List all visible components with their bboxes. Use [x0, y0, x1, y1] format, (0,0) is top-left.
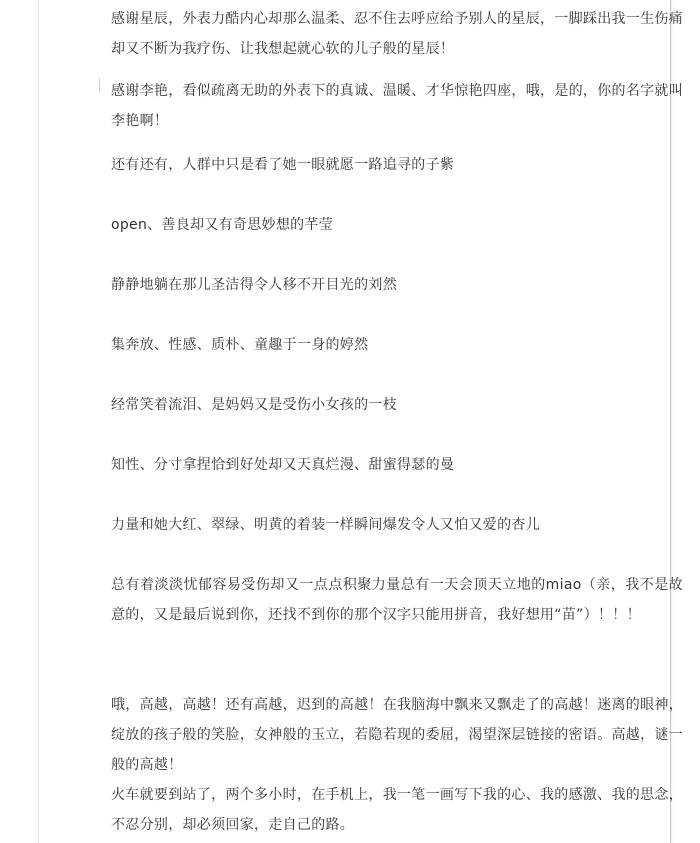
paragraph-yizhi: 经常笑着流泪、是妈妈又是受伤小女孩的一枝 — [111, 397, 397, 413]
paragraph-zizi: 还有还有，人群中只是看了她一眼就愿一路追寻的子紫 — [111, 157, 455, 173]
paragraph-xingchen: 感谢星辰，外表力酷内心却那么温柔、忍不住去呼应给予别人的星辰，一脚踩出我一生伤痛却又不断为我疗伤、让我想起就心软的儿子般的星辰！ — [111, 11, 683, 57]
paragraph-liuran: 静静地躺在那儿圣洁得令人移不开目光的刘然 — [111, 277, 397, 293]
paragraph-xinger: 力量和她大红、翠绿、明黄的着装一样瞬间爆发令人又怕又爱的杏儿 — [111, 517, 540, 533]
document-page — [38, 0, 683, 843]
paragraph-man: 知性、分寸拿捏恰到好处却又天真烂漫、甜蜜得瑟的曼 — [111, 457, 455, 473]
paragraph-liyan: 感谢李艳，看似疏离无助的外表下的真诚、温暖、才华惊艳四座，哦，是的，你的名字就叫李艳啊！ — [111, 83, 683, 129]
paragraph-train: 火车就要到站了，两个多小时，在手机上，我一笔一画写下我的心、我的感激、我的思念，不忍分别，却必须回家，走自己的路。 — [111, 787, 683, 833]
paragraph-gaoyue: 哦，高越，高越！还有高越，迟到的高越！在我脑海中飘来又飘走了的高越！迷离的眼神，绽放的孩子般的笑脸，女神般的玉立，若隐若现的委屈，渴望深层链接的密语。高越，谜一般的高越！ — [111, 697, 683, 773]
paragraph-tingran: 集奔放、性感、质朴、童趣于一身的婷然 — [111, 337, 369, 353]
paragraph-qianying: open、善良却又有奇思妙想的芊莹 — [111, 217, 334, 233]
paragraph-miao: 总有着淡淡忧郁容易受伤却又一点点积聚力量总有一天会顶天立地的miao（亲，我不是故意的，又是最后说到你，还找不到你的那个汉字只能用拼音，我好想用“苗”）！！！ — [111, 577, 683, 623]
text-margin-marker — [99, 78, 100, 92]
